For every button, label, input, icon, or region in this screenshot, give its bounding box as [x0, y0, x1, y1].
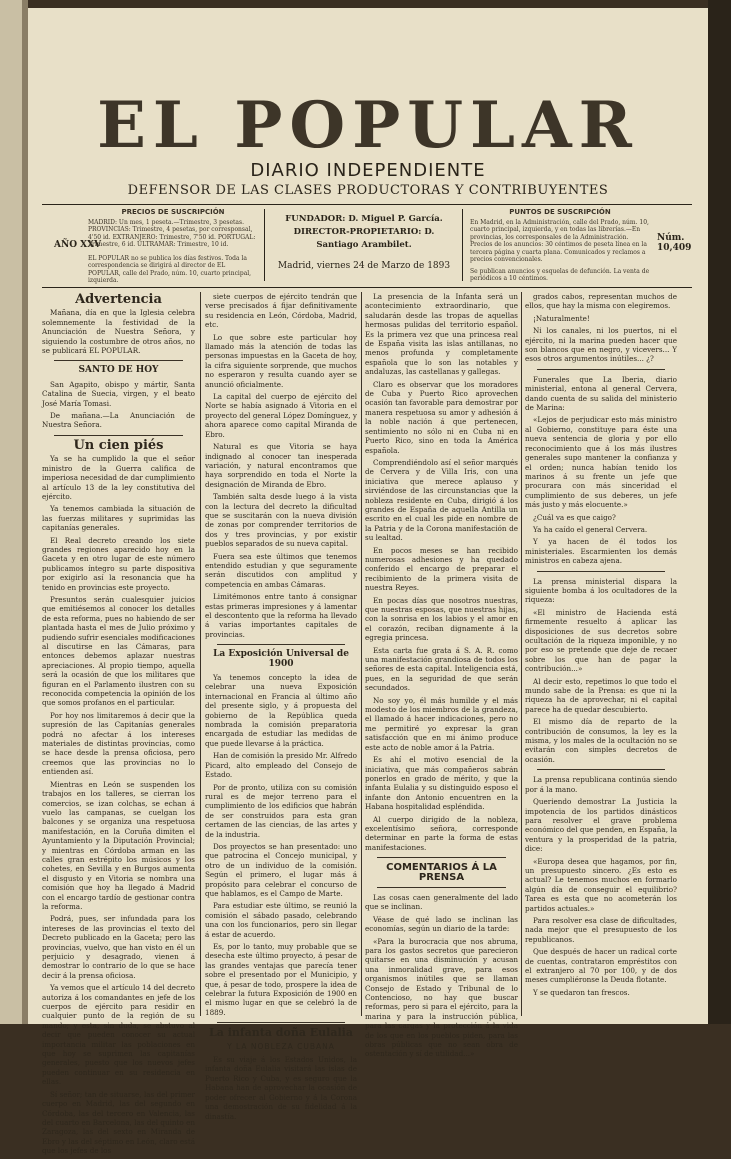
article-paragraph: grados cabos, representan muchos de ellos, que hay la misma con elegiremos.: [525, 292, 677, 311]
article-paragraph: Podrá, pues, ser infundada para los intereses de las provincias el texto del Decreto publicado en la Gaceta; pero las provincias, vuelvo, que han visto en él un perjuicio y desagrado, vienen á demostrar lo contrario de lo que se hace decir á la prensa oficiosa.: [42, 914, 195, 980]
article-paragraph: Por hoy nos limitaremos á decir que la supresión de las Capitanías generales podrá no afectar á los intereses materiales de distintas provincias, como se hace desde la prensa oficiosa, pero creemos que las provincias no lo entienden así.: [42, 710, 195, 777]
info-divider: [264, 209, 265, 281]
points-box: [470, 209, 650, 283]
article-paragraph: Ya tenemos concepto la idea de celebrar una nueva Exposición internacional en Francia al último año del presente siglo, y á propuesta del gobierno de la República queda nombrada la comisión preparatoria encargada de estudiar las medidas de que puede llevarse á la práctica.: [205, 673, 357, 748]
director-line: DIRECTOR-PROPIETARIO: D. Santiago Arambilet.: [293, 227, 435, 250]
issue-date: Madrid, viernes 24 de Marzo de 1893: [277, 261, 451, 271]
article-paragraph: Dos proyectos se han presentado: uno que patrocina el Concejo municipal, y otro de un individuo de la comisión. Según el primero, el lugar más á propósito para celebrar el concurso de que hablamos, es el Campo de Marte.: [205, 841, 357, 898]
article-paragraph: Lo que sobre este particular hoy llamado más la atención de todas las personas impuestas en la Gaceta de hoy, la cifra siguiente sorprende, que muchos no esperaron y resulta cuando ayer se anunció oficialmente.: [205, 332, 357, 389]
rule: [217, 1022, 345, 1023]
points-heading: PUNTOS DE SUSCRIPCIÓN: [509, 208, 611, 216]
article-paragraph: «El ministro de Hacienda está firmemente resuelto á aplicar las disposiciones de sus decretos sobre ocultación de la riqueza imponible, y no por eso se pretende que deje de recaer sobre los que han de pagar la contribución...»: [525, 607, 677, 674]
article-paragraph: Y se quedaron tan frescos.: [533, 987, 630, 997]
article-paragraph: siete cuerpos de ejército tendrán que verse precisados á fijar definitivamente su residencia en León, Córdoba, Madrid, etc.: [205, 292, 357, 330]
article-paragraph: ¿Cuál va es que caigo?: [533, 512, 616, 522]
points-note: Se publican anuncios y esquelas de defunción. La venta de periódicos a 10 céntimos.: [470, 267, 650, 282]
article-paragraph: Ya se ha cumplido la que el señor ministro de la Guerra califica de imperiosa necesidad de dar cumplimiento al artículo 13 de la ley constitutiva del ejército.: [42, 454, 195, 501]
article-paragraph: Es su viaje á los Estados Unidos, la infanta doña Eulalia visitará las islas de Puerto Rico y Cuba, y es seguro que la Habana han de aprovechar la ocasión de poder ofrecer al Gobierno y á la Corona una demostración de su fidelidad á la dinastía.: [205, 1055, 357, 1121]
rule: [54, 360, 183, 361]
article-paragraph: Claro es observar que los moradores de Cuba y Puerto Rico aprovechen ocasión tan favorable para demostrar por manera respetuosa su amor y adhesión á la noble nación á que pertenecen, sentimiento no sólo ni en Cuba ni en Puerto Rico, sino en toda la América española.: [365, 379, 518, 455]
article-paragraph: «Lejos de perjudicar esto más ministro al Gobierno, constituye para éste una nueva sentencia de gloria y por ello reconocimiento que á los más ilustres generales supo mantener la confianza y el orden; nunca habían tenido los marinos á su frente un jefe que procurara con más sinceridad el cumplimiento de sus deberes, un jefe más justo y más elocuente.»: [525, 415, 677, 510]
article-paragraph: Para estudiar este último, se reunió la comisión el sábado pasado, celebrando una con los funcionarios, pero sin llegar á estar de acuerdo.: [205, 901, 357, 939]
article-paragraph: También salta desde luego á la vista con la lectura del decreto la dificultad que se suscitarán con la nueva división de zonas por comprender territorios de dos y tres provincias, y por existir pueblos separados de su nueva capital.: [205, 492, 357, 549]
newspaper-motto: DEFENSOR DE LAS CLASES PRODUCTORAS Y CONTRIBUYENTES: [127, 183, 609, 198]
article-paragraph: El mismo día de reparto de la contribución de consumos, la ley es la misma, y los males de la ocultación no se evitarán con simples decretos de ocasión.: [525, 717, 677, 764]
article-paragraph: Sí señor; tan de situarse, las del primer cuerpo en Madrid, las del segundo en Córdoba, las del tercero en Valencia, las del cuarto en Barcelona, las del quinto en Zaragoza, las del sexto en Miranda de Ebro y las del séptimo en León, claro está que los jefes de los: [42, 1089, 195, 1156]
advert-heading: Advertencia: [75, 292, 162, 307]
rule: [537, 369, 665, 370]
subscription-heading: PRECIOS DE SUSCRIPCIÓN: [121, 208, 225, 216]
infanta-subheading: Y LA NOBLEZA CUBANA: [227, 1041, 335, 1051]
article-heading: Un cien piés: [73, 437, 164, 453]
article-paragraph: Natural es que Vitoria se haya indignado al conocer tan inesperada variación, y natural encontramos que haya sorprendido en toda el Norte la designación de Miranda de Ebro.: [205, 442, 357, 489]
santo-text: San Agapito, obispo y mártir, Santa Catalina de Suecia, virgen, y el beato José María Tomasi.: [42, 379, 195, 408]
article-paragraph: Ya ha caído el general Cervera.: [533, 524, 648, 534]
column-4: [525, 292, 677, 1000]
article-paragraph: Ya vemos que el artículo 14 del decreto autoriza á los comandantes en jefe de los cuerpos de ejército para residir en cualquier punto de la región de su mando; y esta, sin duda, se abstuvo al decir que pueden conocer su actual importancia militar las poblaciones en que hoy se suprimen las capitanías generales, puesto que los nuevos jefes pueden continuar en su residencia en ellas.: [42, 983, 195, 1087]
article-paragraph: Las cosas caen generalmente del lado que se inclinan.: [365, 892, 518, 912]
santo-heading: SANTO DE HOY: [78, 365, 159, 376]
article-paragraph: Limitémonos entre tanto á consignar estas primeras impresiones y á lamentar el descontento que la reforma ha llevado á varias importantes capitales de provincias.: [205, 592, 357, 639]
rule: [377, 887, 506, 888]
article-paragraph: «Para la burocracia que nos abruma, para los gastos secretos que parecieron quitarse en una disminución y acusan una inmoralidad grave, para esos organismos inútiles que se llaman Consejo de Estado y Tribunal de lo Contencioso, no hay que buscar reformas, pero si para el ejército, para la marina y para la instrucción pública, para las cargas y la protección á la vida de los que en los pueblos piden, para las obras públicas que no sean obra de ostentación y sí de utilidad...»: [365, 936, 518, 1059]
rule: [217, 644, 345, 645]
article-paragraph: Esta carta fue grata á S. A. R. como una manifestación grandiosa de todos los señores de esta capital. Inteligencia está, pues, en la seguridad de que serán secundados.: [365, 645, 518, 693]
subscription-note: EL POPULAR no se publica los días festivos. Toda la correspondencia se dirigirá al director de EL POPULAR, calle del Prado, núm. 10, cuarto principal, izquierda.: [88, 254, 252, 284]
issue-number: Núm. 10,409: [657, 233, 692, 253]
info-bar: [42, 204, 692, 288]
article-paragraph: Al decir esto, repetimos lo que todo el mundo sabe de la Prensa: es que ni la riqueza ha de aprovechar, ni el capital parece ha de quedar descubierto.: [525, 676, 677, 714]
article-paragraph: Y ya hacen de él todos los ministeriales. Escarmienten los demás ministros en cabeza ajena.: [525, 537, 677, 566]
rule: [377, 857, 506, 858]
info-divider: [462, 209, 463, 281]
santo-text: De mañana.—La Anunciación de Nuestra Señora.: [42, 411, 195, 430]
rule: [54, 435, 183, 436]
article-paragraph: Comprendiéndolo así el señor marqués de Cervera y de Villa Iris, con una iniciativa que merece aplauso y sirviéndose de las circunstancias que la nobleza residente en Cuba, dirigió á los grandes de España de aquella Antilla un escrito en el cual les pide en nombre de la Patria y de la Corona manifestación de su lealtad.: [365, 457, 518, 543]
column-divider: [361, 292, 362, 1016]
article-paragraph: La prensa republicana continúa siendo por á la mano.: [525, 775, 677, 794]
book-edge: [708, 0, 731, 1024]
article-paragraph: Es ahí el motivo esencial de la iniciativa, que más compañeros sabrán ponerlos en grado de mérito, y que la infanta Eulalia y su distinguido esposo el infante don Antonio encuentren en la Habana hospitalidad espléndida.: [365, 755, 518, 812]
newspaper-subtitle: DIARIO INDEPENDIENTE: [250, 160, 486, 181]
year-label: AÑO XXV: [54, 240, 102, 250]
rule: [537, 769, 665, 770]
article-paragraph: Presuntos serán cualesquier juicios que emitiésemos al conocer los detalles de esta reforma, pues no habiendo de ser plantada hasta el mes de Julio próximo y pudiendo sufrir esenciales modificaciones al discutirse en las Cámaras, para entonces debemos aplazar nuestras apreciaciones. Al propio tiempo, aquella será la ocasión de que los militares que figuran en el Parlamento ilustren con su reconocida competencia la opinión de los que somos profanos en el particular.: [42, 594, 195, 708]
infanta-heading: La infanta doña Eulalia: [209, 1026, 353, 1040]
article-paragraph: No soy yo, él más humilde y el más modesto de los miembros de la grandeza, el llamado á hacer indicaciones, pero no me permitiré yo expresar la gran satisfacción que en mi ánimo produce este acto de noble amor á la Patria.: [365, 695, 518, 752]
article-paragraph: El Real decreto creando los siete grandes regiones aparecido hoy en la Gaceta y en otro lugar de este número publicamos íntegro su parte dispositiva por exigirlo así la resonancia que ha tenido en provincias este proyecto.: [42, 535, 195, 592]
advert-text: Mañana, día en que la Iglesia celebra solemnemente la festividad de la Anunciación de Nuestra Señora, y siguiendo la costumbre de otros años, no se publicará EL POPULAR.: [42, 308, 195, 356]
article-paragraph: Al cuerpo dirigido de la nobleza, excelentísimo señora, corresponde determinar en parte la forma de estas manifestaciones.: [365, 814, 518, 852]
column-3: [365, 292, 518, 1062]
article-paragraph: La presencia de la Infanta será un acontecimiento extraordinario, que saludarán desde las tropas de aquellas hermosas pulidas del territorio español. Es la primera vez que una princesa real de España visita las islas antillanas, no menos profunda y completamente española que lo son las notables y andaluzas, las castellanas y gallegas.: [365, 292, 518, 377]
article-paragraph: Véase de qué lado se inclinan las economías, según un diario de la tarde:: [365, 914, 518, 934]
editorial-info: [274, 213, 454, 273]
prensa-heading: COMENTARIOS Á LA PRENSA: [386, 862, 497, 883]
article-paragraph: Es, por lo tanto, muy probable que se desecha este último proyecto, á pesar de las grandes ventajas que parecía tener sobre el presentado por el Municipio, y que, á pesar de todo, prospere la idea de celebrar la futura Exposición de 1900 en el mismo lugar en que se celebró la de 1889.: [205, 942, 357, 1017]
article-paragraph: Han de comisión la presido Mr. Alfredo Picard, alto empleado del Consejo de Estado.: [205, 751, 357, 780]
article-paragraph: En pocas días que nosotros nuestras, que nuestras esposas, que nuestras hijas, con la sonrisa en los labios y el amor en el corazón, reciban dignamente á la egregia princesa.: [365, 595, 518, 643]
article-paragraph: Que después de hacer un radical corte de cuentas, contrataron empréstitos con el extranjero al 70 por 100, y de dos meses cumpliéronse la Deuda flotante.: [525, 947, 677, 985]
column-1: [42, 292, 195, 1159]
article-paragraph: Fuera sea este últimos que tenemos entendido estudian y que seguramente serán discutidos con amplitud y competencia en ambas Cámaras.: [205, 551, 357, 589]
founder-line: FUNDADOR: D. Miguel P. García.: [285, 214, 443, 224]
column-divider: [521, 292, 522, 1016]
rule: [537, 571, 665, 572]
article-paragraph: La capital del cuerpo de ejército del Norte se había asignado á Vitoria en el proyecto del general López Domínguez, y ahora aparece como capital Miranda de Ebro.: [205, 392, 357, 439]
article-paragraph: La prensa ministerial dispara la siguiente bomba á los ocultadores de la riqueza:: [525, 576, 677, 605]
article-paragraph: Funerales que La Iberia, diario ministerial, entona al general Cervera, dando cuenta de su salida del ministerio de Marina:: [525, 374, 677, 413]
article-paragraph: Ni los canales, ni los puertos, ni el ejército, ni la marina pueden hacer que son blancos que en negro, y vicevers... Y esos otros argumentos inútiles... ¿?: [525, 326, 677, 364]
article-paragraph: Ya tenemos cambiada la situación de las fuerzas militares y suprimidas las capitanías generales.: [42, 504, 195, 533]
column-divider: [200, 292, 201, 1016]
article-paragraph: Mientras en León se suspenden los trabajos en los talleres, se cierran los comercios, se izan colchas, se echan á vuelo las campanas, se cuelgan los balcones y se organiza una respetuosa manifestación, en la Coruña dimiten el Ayuntamiento y la Diputación Provincial; y mientras en Córdoba arman en las calles gran estrépito los músicos y los cohetes, en Sevilla y en Burgos aumenta el disgusto y en Vitoria se nombra una comisión que hoy ha llegado á Madrid con el encargo tardío de gestionar contra la reforma.: [42, 779, 195, 911]
newspaper-page: [28, 8, 708, 1156]
masthead: [88, 90, 648, 198]
article-paragraph: Por de pronto, utiliza con su comisión rural es de mejor terreno para el cumplimiento de los edificios que habrán de ser construidos para esta gran certamen de las ciencias, de las artes y de la industria.: [205, 782, 357, 839]
column-2: [205, 292, 357, 1124]
article-paragraph: «Europa desea que hagamos, por fin, un presupuesto sincero. ¿Es esto es actual? Le tenemos muchos en formarlo algún día de conseguir el equilibrio? Tarea es esta que no acometerán los partidos actuales.»: [525, 856, 677, 913]
subscription-box: [88, 209, 258, 285]
article-paragraph: Para resolver esa clase de dificultades, nada mejor que el presupuesto de los republicanos.: [525, 915, 677, 944]
article-paragraph: Queriendo demostrar La Justicia la impotencia de los partidos dinásticos para resolver el grave problema económico del que penden, en España, la ventura y la prosperidad de la patria, dice:: [525, 797, 677, 854]
article-paragraph: En pocos meses se han recibido numerosas adhesiones y ha quedado conferido el encargo de preparar el recibimiento de la primera visita de nuestra Reyes.: [365, 545, 518, 593]
points-text: En Madrid, en la Administración, calle del Prado, núm. 10, cuarto principal, izquierda, y en todas las librerías.—En provincias, los corresponsales de la Administración. Precios de los anuncios: 30 céntimos de peseta línea en la tercera página y cuarta plana. Comunicados y reclamos a precios convencionales.: [470, 218, 649, 263]
article-paragraph: ¡Naturalmente!: [533, 313, 590, 323]
expo-heading: La Exposición Universal de 1900: [213, 649, 349, 669]
subscription-prices: MADRID: Un mes, 1 peseta.—Trimestre, 3 pesetas. PROVINCIAS: Trimestre, 4 pesetas, por corresponsal, 4'50 id. EXTRANJERO: Trimestre, 7'50 id. PORTUGAL: Trimestre, 6 id. ULTRAMAR: Trimestre, 10 id.: [88, 218, 256, 248]
newspaper-title: EL POPULAR: [97, 88, 639, 163]
